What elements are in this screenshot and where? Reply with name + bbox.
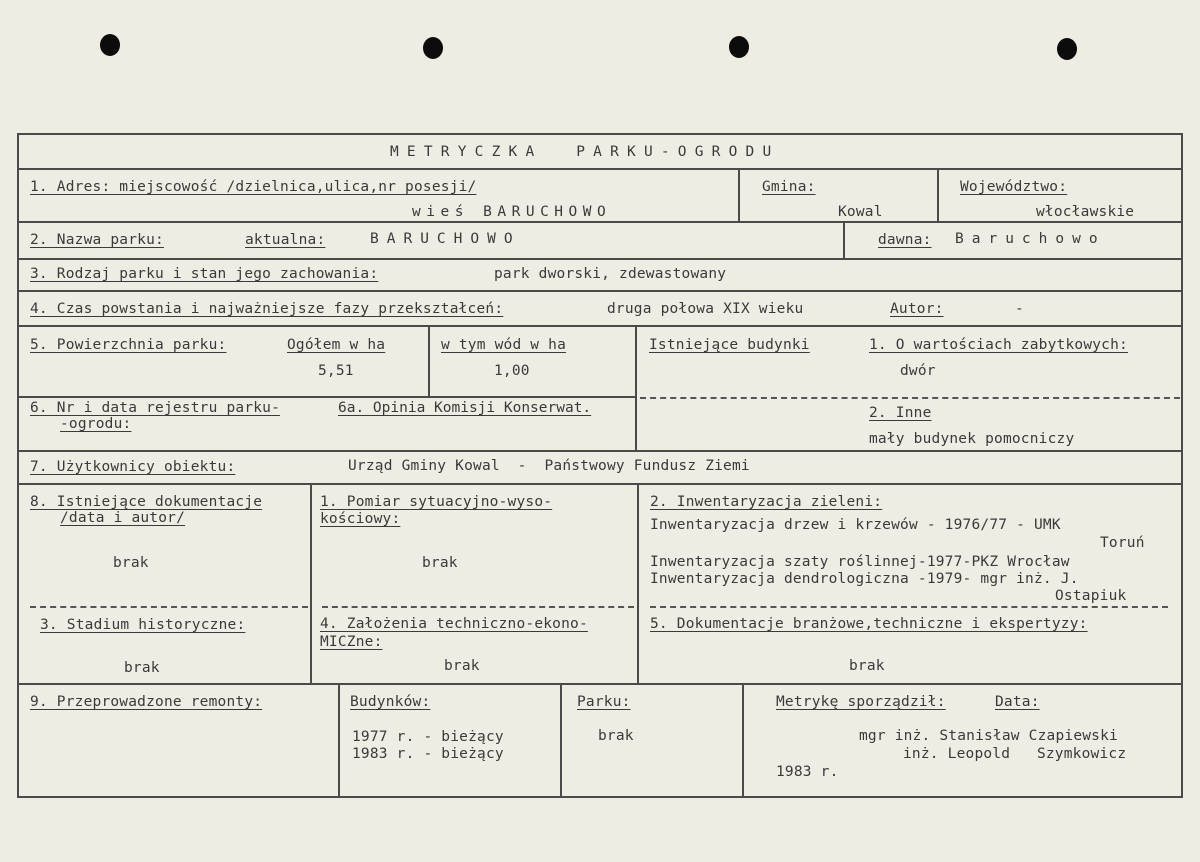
punch-hole [1057,38,1077,60]
voivodeship-value: włocławskie [1036,204,1135,220]
column-divider [738,168,740,221]
users-value: Urząd Gminy Kowal - Państwowy Fundusz Ziemi [348,458,750,474]
buildings-renovation-line: 1977 r. - bieżący [352,729,504,745]
park-renovation-label: Parku: [577,694,631,710]
gmina-value: Kowal [838,204,883,220]
documentation-label: /data i autor/ [60,510,186,526]
former-name-label: dawna: [878,232,932,248]
row-divider [17,325,1183,327]
park-name-label: 2. Nazwa parku: [30,232,164,248]
greenery-inventory-line: Inwentaryzacja dendrologiczna -1979- mgr inż. J. [650,571,1079,587]
row-divider [17,450,1183,452]
heritage-buildings-label: 1. O wartościach zabytkowych: [869,337,1128,353]
greenery-inventory-line: Toruń [1100,535,1145,551]
voivodeship-label: Województwo: [960,179,1068,195]
column-divider [637,483,639,683]
column-divider [560,683,562,798]
register-label: 6. Nr i data rejestru parku- [30,400,281,416]
historical-stage-label: 3. Stadium historyczne: [40,617,246,633]
existing-buildings-label: Istniejące budynki [649,337,810,353]
punch-hole [423,37,443,59]
row-divider [17,683,1183,685]
technical-assumptions-label: MICZne: [320,634,383,650]
prepared-year: 1983 r. [776,764,839,780]
total-area-label: Ogółem w ha [287,337,386,353]
row-divider [17,290,1183,292]
author-label: Autor: [890,301,944,317]
row-divider [17,168,1183,170]
heritage-buildings-value: dwór [900,363,936,379]
dashed-separator [322,606,634,608]
total-area-value: 5,51 [318,363,354,379]
park-type-label: 3. Rodzaj parku i stan jego zachowania: [30,266,379,282]
technical-assumptions-label: 4. Założenia techniczno-ekono- [320,616,588,632]
water-area-label: w tym wód w ha [441,337,567,353]
register-label: -ogrodu: [60,416,132,432]
former-name-value: Baruchowo [955,231,1106,247]
greenery-inventory-line: Inwentaryzacja drzew i krzewów - 1976/77 - UMK [650,517,1061,533]
branch-docs-label: 5. Dokumentacje branżowe,techniczne i ekspertyzy: [650,616,1088,632]
survey-label: kościowy: [320,511,401,527]
address-label: 1. Adres: miejscowość /dzielnica,ulica,nr posesji/ [30,179,477,195]
technical-assumptions-value: brak [444,658,480,674]
column-divider [937,168,939,221]
creation-time-label: 4. Czas powstania i najważniejsze fazy przekształceń: [30,301,504,317]
date-label: Data: [995,694,1040,710]
historical-stage-value: brak [124,660,160,676]
documentation-label: 8. Istniejące dokumentacje [30,494,263,510]
column-divider [338,683,340,798]
dashed-separator [640,397,1180,399]
prepared-by-label: Metrykę sporządził: [776,694,946,710]
form-title: METRYCZKA PARKU-OGRODU [390,144,780,160]
greenery-inventory-line: Ostapiuk [1055,588,1127,604]
branch-docs-value: brak [849,658,885,674]
row-divider [17,221,1183,223]
other-buildings-label: 2. Inne [869,405,932,421]
column-divider [310,483,312,683]
address-value: wieś BARUCHOWO [412,204,612,220]
row-divider [17,483,1183,485]
users-label: 7. Użytkownicy obiektu: [30,459,236,475]
area-label: 5. Powierzchnia parku: [30,337,227,353]
prepared-by-author: inż. Leopold Szymkowicz [903,746,1127,762]
gmina-label: Gmina: [762,179,816,195]
documentation-value: brak [113,555,149,571]
author-value: - [1015,301,1024,317]
park-renovation-value: brak [598,728,634,744]
column-divider [428,325,430,396]
survey-label: 1. Pomiar sytuacyjno-wyso- [320,494,553,510]
dashed-separator [650,606,1168,608]
prepared-by-author: mgr inż. Stanisław Czapiewski [859,728,1118,744]
other-buildings-value: mały budynek pomocniczy [869,431,1075,447]
column-divider [635,325,637,450]
column-divider [742,683,744,798]
punch-hole [729,36,749,58]
row-divider [17,396,635,398]
current-name-value: BARUCHOWO [370,231,521,247]
buildings-renovation-line: 1983 r. - bieżący [352,746,504,762]
greenery-inventory-line: Inwentaryzacja szaty roślinnej-1977-PKZ Wrocław [650,554,1070,570]
punch-hole [100,34,120,56]
dashed-separator [30,606,308,608]
row-divider [17,258,1183,260]
current-name-label: aktualna: [245,232,326,248]
survey-value: brak [422,555,458,571]
greenery-inventory-label: 2. Inwentaryzacja zieleni: [650,494,883,510]
conservator-opinion-label: 6a. Opinia Komisji Konserwat. [338,400,592,416]
column-divider [843,221,845,258]
park-type-value: park dworski, zdewastowany [494,266,727,282]
buildings-renovation-label: Budynków: [350,694,431,710]
water-area-value: 1,00 [494,363,530,379]
renovations-label: 9. Przeprowadzone remonty: [30,694,263,710]
creation-time-value: druga połowa XIX wieku [607,301,804,317]
